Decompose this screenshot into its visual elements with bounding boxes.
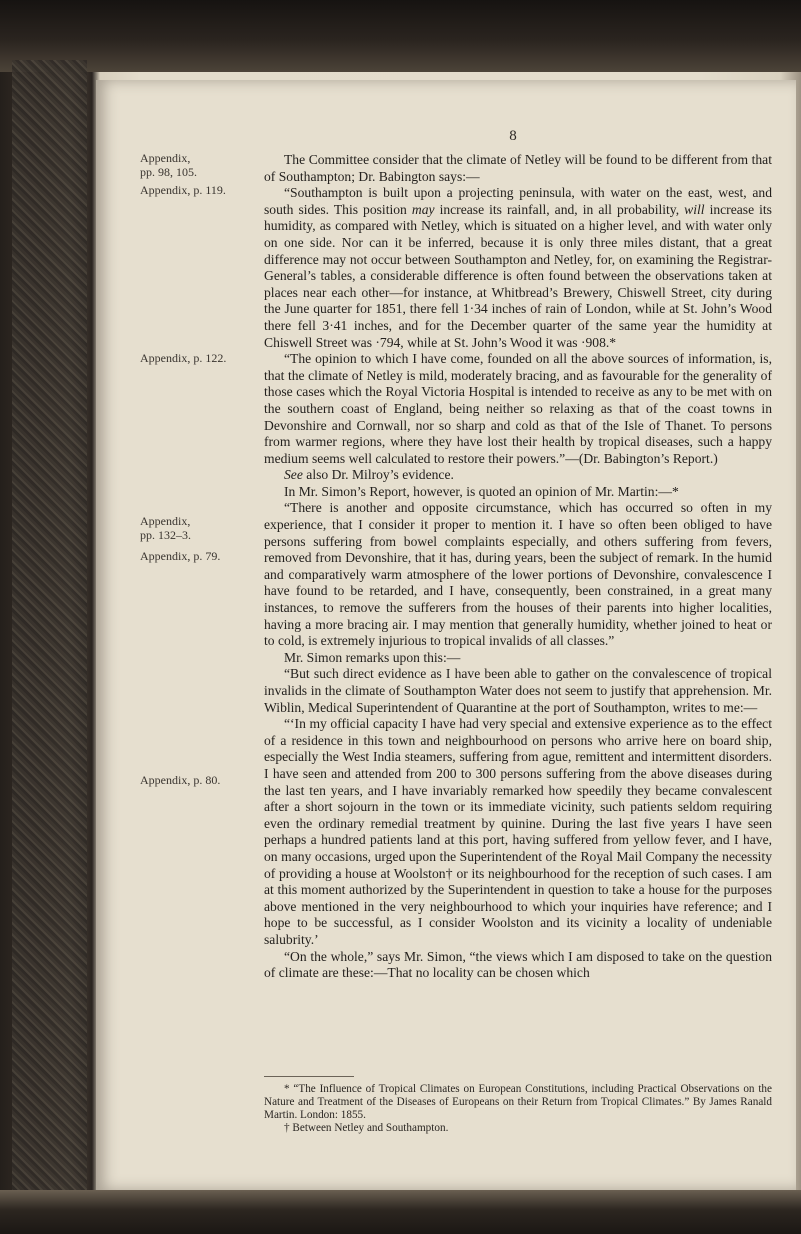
margin-note-5	[140, 549, 260, 563]
paragraph-5: In Mr. Simon’s Report, however, is quoted an opinion of Mr. Martin:—*	[284, 483, 679, 499]
paragraph-10: “On the whole,” says Mr. Simon, “the views which I am disposed to take on the question of climate are these:—That no locality can be chosen which	[264, 948, 772, 981]
margin-note-4	[140, 514, 260, 542]
paragraph-4-text: also Dr. Milroy’s evidence.	[306, 467, 454, 483]
italic-may: may	[411, 201, 435, 217]
paragraph-2	[264, 185, 772, 351]
paragraph-2-part-c: increase its humidity, as compared with Netley, which is situated on a higher level, and with water only on one side. Nor can it be inferred, because it is only three miles distant, that a great difference may not occur between Southampton and Netley, for, on examining the Registrar-General’s tables, a considerable difference is often found between the observations taken at places near each other—for instance, at Whitbread’s Brewery, Chiswell Street, city during the June quarter for 1851, there fell 1·34 inches of rain of London, while at St. John’s Wood there fell 3·41 inches, and for the December quarter of the same year the humidity at Chiswell Street was ·794, while at St. John’s Wood it was ·908.*	[264, 201, 772, 350]
italic-will: will	[684, 201, 705, 217]
margin-note-3	[140, 351, 260, 365]
paragraph-3: “The opinion to which I have come, founded on all the above sources of information, is, that the climate of Netley is mild, moderately bracing, and as favourable for the generality of those cases which the Royal Victoria Hospital is intended to receive as any to be met with on the southern coast of England, being neither so relaxing as that of the coast towns in Devonshire and Cornwall, nor so sharp and cold as that of the Isle of Thanet. To persons from warmer regions, where they have lost their health by tropical diseases, such a happy medium seems well calculated to restore their powers.”—(Dr. Babington’s Report.)	[264, 351, 772, 466]
margin-note-4-line1: Appendix,	[140, 514, 191, 528]
margin-note-6-line1: Appendix, p. 80.	[140, 773, 221, 787]
body-text	[264, 152, 772, 982]
scan-top-edge	[0, 0, 801, 72]
footnote-1: * “The Influence of Tropical Climates on European Constitutions, including Practical Observations on the Nature and Treatment of the Diseases of Europeans on their Return from Tropical Climates.” By James Ranald Martin. London: 1855.	[264, 1083, 772, 1121]
page-number: 8	[509, 128, 517, 144]
margin-note-3-line1: Appendix, p. 122.	[140, 351, 227, 365]
margin-note-5-line1: Appendix, p. 79.	[140, 549, 221, 563]
paragraph-4	[264, 467, 772, 484]
margin-note-1	[140, 151, 260, 179]
book-binding	[12, 60, 87, 1200]
paragraph-1: The Committee consider that the climate of Netley will be found to be different from that of Southampton; Dr. Babington says:—	[264, 152, 772, 184]
margin-note-1-line1: Appendix,	[140, 151, 191, 165]
paragraph-2-part-b: increase its rainfall, and, in all probability,	[439, 201, 680, 217]
footnotes	[264, 1083, 772, 1135]
paragraph-9: “‘In my official capacity I have had very special and extensive experience as to the effect of a residence in this town and neighbourhood on persons who arrive here on board ship, especially the West India steamers, suffering from ague, remittent and intermittent disorders. I have seen and attended from 200 to 300 persons suffering from the above diseases during the last ten years, and I have invariably remarked how speedily they became convalescent after a short sojourn in the town or its immediate vicinity, such patients seldom requiring even the ordinary remedial treatment by quinine. During the last five years I have seen perhaps a hundred patients land at this port, having suffered from yellow fever, and I have, on many occasions, urged upon the Superintendent of the Royal Mail Company the necessity of providing a house at Woolston† or its neighbourhood for the reception of such cases. I am at this moment authorized by the Superintendent in question to take a house for the purposes above mentioned in the very neighbourhood to which your inquiries have reference; and I hope to be successful, as I consider Woolston and its vicinity a locality of undeniable salubrity.’	[264, 716, 772, 947]
margin-note-4-line2: pp. 132–3.	[140, 528, 191, 542]
paragraph-2-part-a: “Southampton is built upon a projecting peninsula, with water on the east, west, and south sides. This position	[264, 185, 772, 217]
footnote-rule	[264, 1076, 354, 1077]
italic-see: See	[284, 467, 303, 483]
margin-note-1-line2: pp. 98, 105.	[140, 165, 197, 179]
scan-bottom-edge	[0, 1190, 801, 1234]
footnote-2: † Between Netley and Southampton.	[284, 1122, 449, 1134]
margin-note-2-line1: Appendix, p. 119.	[140, 183, 226, 197]
paragraph-6: “There is another and opposite circumstance, which has occurred so often in my experience, that I consider it proper to mention it. I have so often been obliged to have persons suffering from bowel complaints especially, and others suffering from fevers, removed from Devonshire, that it has, during years, been the subject of remark. In the humid and comparatively warm atmosphere of the lower portions of Devonshire, convalescence I have found to be retarded, and I have, consequently, been constrained, in a great many instances, to remove the sufferers from the houses of their parents into higher localities, having a more bracing air. I may mention that generally humidity, whether joined to heat or to cold, is extremely injurious to tropical invalids of all classes.”	[264, 500, 772, 649]
margin-note-2	[140, 183, 260, 197]
paragraph-8: “But such direct evidence as I have been able to gather on the convalescence of tropical invalids in the climate of Southampton Water does not seem to justify that apprehension. Mr. Wiblin, Medical Superintendent of Quarantine at the port of Southampton, writes to me:—	[264, 666, 772, 715]
paragraph-7: Mr. Simon remarks upon this:—	[284, 649, 461, 665]
margin-note-6	[140, 773, 260, 787]
